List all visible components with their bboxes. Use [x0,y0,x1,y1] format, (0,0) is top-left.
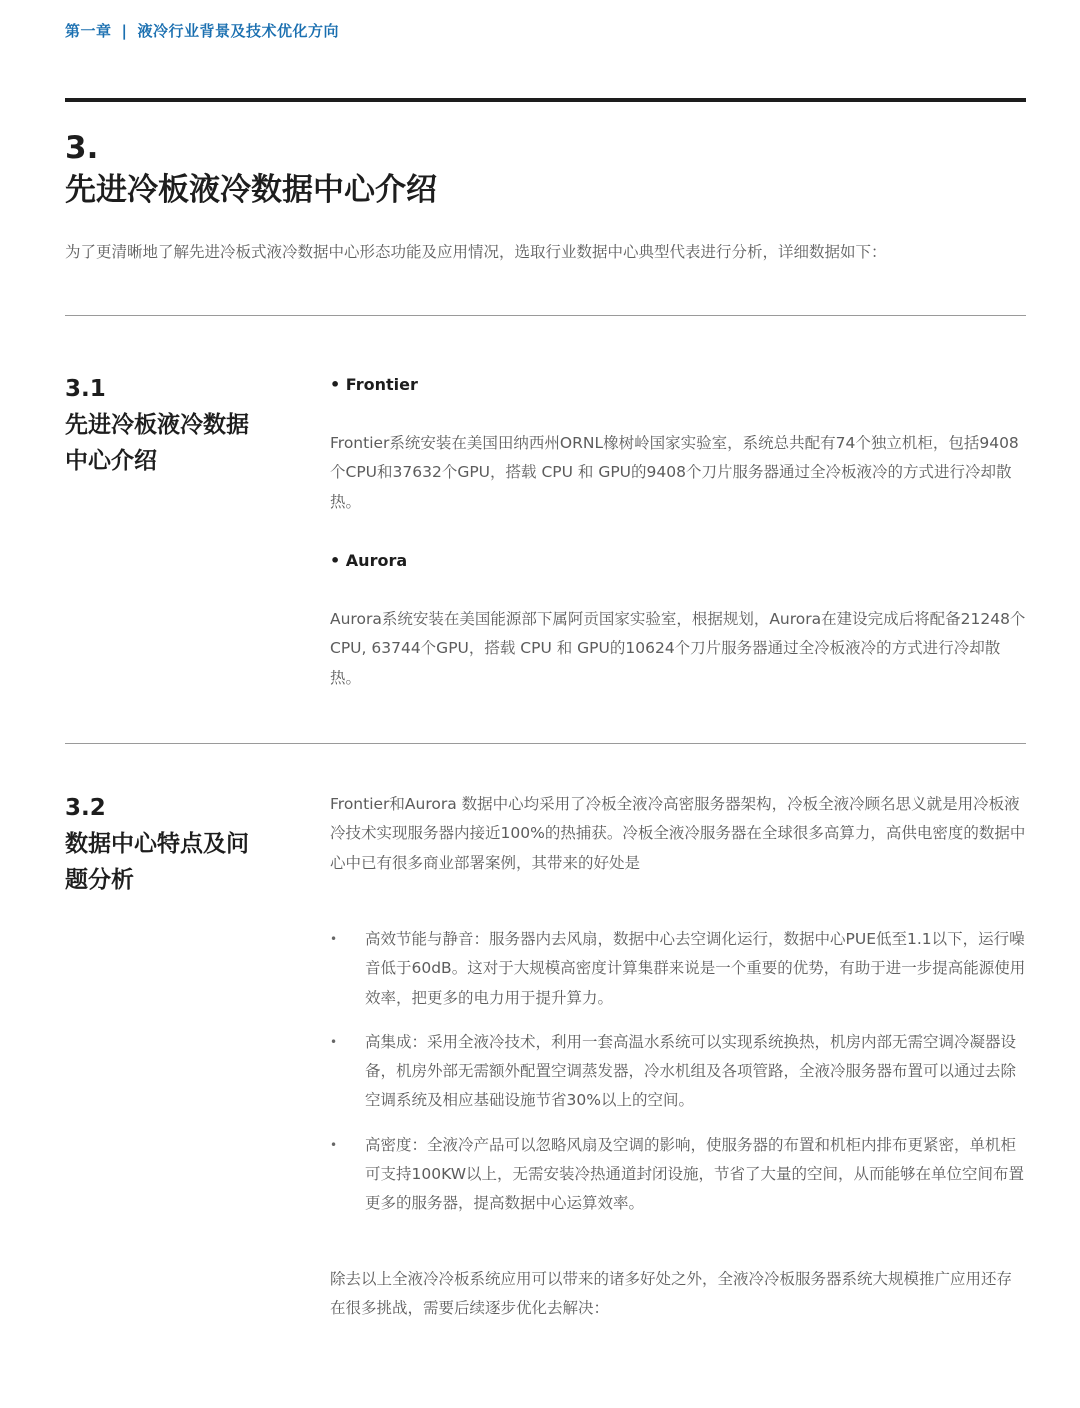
frontier-text: Frontier系统安装在美国田纳西州ORNL橡树岭国家实验室，系统总共配有74个独立机柜，包括9408个CPU和37632个GPU，搭载 CPU 和 GPU的9408个刀片服务器通过全冷板液冷的方式进行冷却散热。 [330,434,1019,511]
frontier-item [330,373,1026,397]
section-divider-2 [65,743,1026,744]
section-3-1-number: 3.1 [65,376,106,402]
benefit-efficiency: 高效节能与静音：服务器内去风扇，数据中心去空调化运行，数据中心PUE低至1.1以下，运行噪音低于60dB。这对于大规模高密度计算集群来说是一个重要的优势，有助于进一步提高能源使用效率，把更多的电力用于提升算力。 [365,930,1026,1007]
section-3-2-closing: 除去以上全液冷冷板系统应用可以带来的诸多好处之外，全液冷冷板服务器系统大规模推广应用还存在很多挑战，需要后续逐步优化去解决： [330,1270,1013,1318]
section-3-2-heading [65,790,295,898]
bullet-dot: • [330,1034,338,1049]
section-divider-1 [65,315,1026,316]
bullet-dot: • [330,932,338,946]
frontier-title: • Frontier [330,375,418,394]
list-item [330,1131,1026,1219]
section-3-2-title-line1: 数据中心特点及问 [65,831,249,857]
benefit-integration: 高集成：采用全液冷技术，利用一套高温水系统可以实现系统换热，机房内部无需空调冷凝器设备，机房外部无需额外配置空调蒸发器，冷水机组及各项管路，全液冷服务器布置可以通过去除空调系统及相应基础设施节省30%以上的空间。 [365,1032,1017,1110]
benefit-density: 高密度：全液冷产品可以忽略风扇及空调的影响，使服务器的布置和机柜内排布更紧密，单机柜可支持100KW以上，无需安装冷热通道封闭设施，节省了大量的空间，从而能够在单位空间布置更多的服务器，提高数据中心运算效率。 [365,1135,1025,1213]
bullet-dot: • [330,1137,338,1152]
list-item [330,925,1026,1013]
aurora-title: • Aurora [330,551,408,570]
chapter-number: 3. [65,130,99,166]
section-3-2-title-line2: 题分析 [65,867,134,893]
list-item [330,1028,1026,1116]
header-separator: | [121,22,128,40]
header-topic: 液冷行业背景及技术优化方向 [137,22,340,40]
section-3-2-number: 3.2 [65,795,106,821]
section-3-1-title-line2: 中心介绍 [65,448,157,474]
aurora-text: Aurora系统安装在美国能源部下属阿贡国家实验室，根据规划，Aurora在建设完成后将配备21248个CPU, 63744个GPU，搭载 CPU 和 GPU的10624个刀片服务器通过全冷板液冷的方式进行冷却散热。 [330,610,1026,687]
section-3-1-heading [65,371,295,479]
running-header [65,20,339,41]
section-3-1-title-line1: 先进冷板液冷数据 [65,412,249,438]
aurora-item [330,549,1026,573]
chapter-title: 先进冷板液冷数据中心介绍 [65,172,437,208]
section-3-2-intro: Frontier和Aurora 数据中心均采用了冷板全液冷高密服务器架构，冷板全液冷顾名思义就是用冷板液冷技术实现服务器内接近100%的热捕获。冷板全液冷服务器在全球很多高算力，高供电密度的数据中心中已有很多商业部署案例，其带来的好处是 [330,795,1026,872]
header-chapter: 第一章 [65,22,112,40]
benefits-list [330,925,1026,1234]
header-divider [65,98,1026,102]
chapter-intro: 为了更清晰地了解先进冷板式液冷数据中心形态功能及应用情况，选取行业数据中心典型代表进行分析，详细数据如下： [65,243,887,261]
